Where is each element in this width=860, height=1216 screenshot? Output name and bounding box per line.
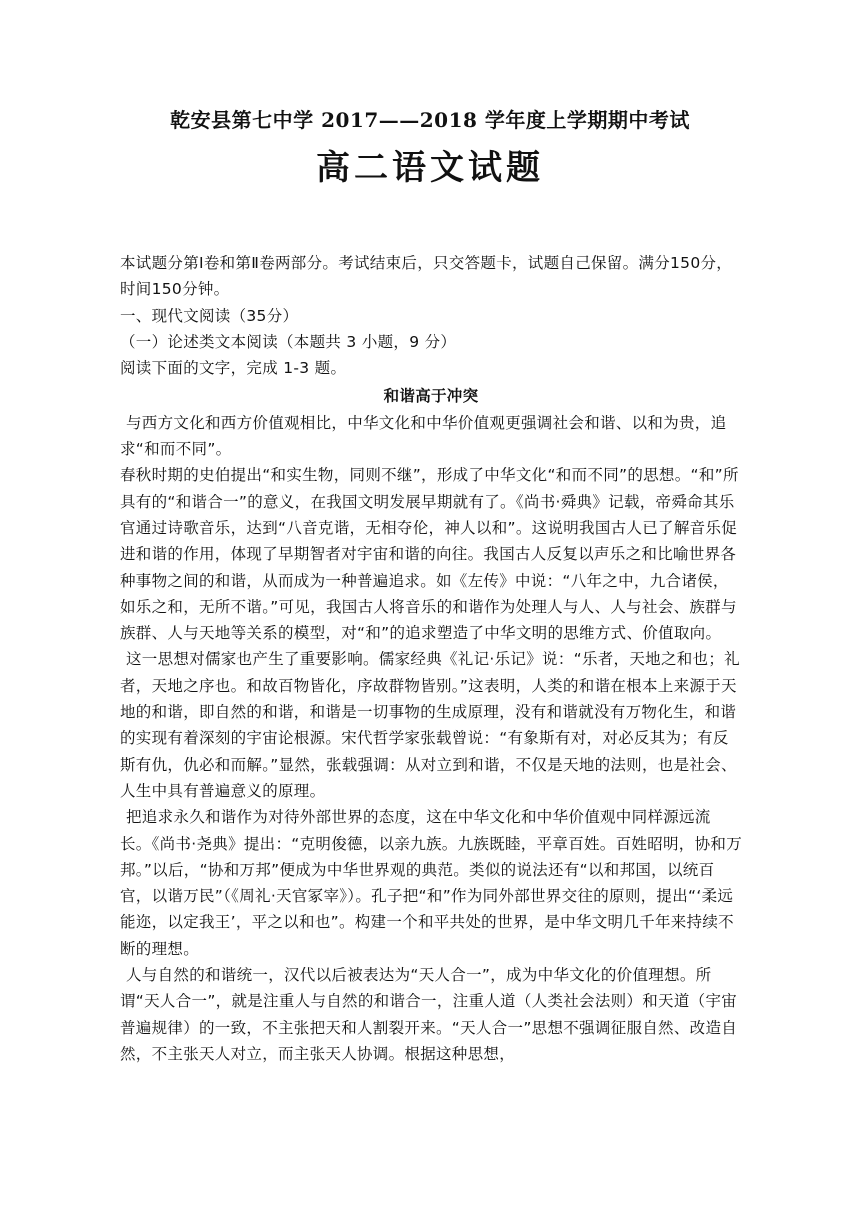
article-paragraph: 与西方文化和西方价值观相比，中华文化和中华价值观更强调社会和谐、以和为贵，追求“和而不同”。 bbox=[120, 413, 727, 459]
section-heading: 一、现代文阅读（35分） bbox=[120, 306, 299, 325]
exam-subject-title: 高二语文试题 bbox=[316, 148, 544, 188]
article-title: 和谐高于冲突 bbox=[383, 387, 479, 406]
article-paragraph: 这一思想对儒家也产生了重要影响。儒家经典《礼记·乐记》说：“乐者，天地之和也；礼者，天地之序也。和故百物皆化，序故群物皆别。”这表明，人类的和谐在根本上来源于天地的和谐，即自然的和谐，和谐是一切事物的生成原理，没有和谐就没有万物化生，和谐的实现有着深刻的宇宙论根源。宋代哲学家张载曾说：“有象斯有对，对必反其为；有反斯有仇，仇必和而解。”显然，张载强调：从对立到和谐，不仅是天地的法则，也是社会、人生中具有普遍意义的原理。 bbox=[120, 650, 740, 800]
article-paragraph: 春秋时期的史伯提出“和实生物，同则不继”，形成了中华文化“和而不同”的思想。“和”所具有的“和谐合一”的意义，在我国文明发展早期就有了。《尚书·舜典》记载，帝舜命其乐官通过诗歌音乐，达到“八音克谐，无相夺伦，神人以和”。这说明我国古人已了解音乐促进和谐的作用，体现了早期智者对宇宙和谐的向往。我国古人反复以声乐之和比喻世界各种事物之间的和谐，从而成为一种普遍追求。如《左传》中说：“八年之中，九合诸侯，如乐之和，无所不谐。”可见，我国古人将音乐的和谐作为处理人与人、人与社会、族群与族群、人与天地等关系的模型，对“和”的追求塑造了中华文明的思维方式、价值取向。 bbox=[120, 466, 739, 643]
instructions-text: 本试题分第Ⅰ卷和第Ⅱ卷两部分。考试结束后，只交答题卡，试题自己保留。满分150分，时间150分钟。 bbox=[120, 254, 733, 299]
subsection-heading: （一）论述类文本阅读（本题共 3 小题，9 分） bbox=[120, 332, 457, 351]
exam-content bbox=[120, 250, 742, 1067]
article-paragraph: 人与自然的和谐统一，汉代以后被表达为“天人合一”，成为中华文化的价值理想。所谓“天人合一”，就是注重人与自然的和谐合一，注重人道（人类社会法则）和天道（宇宙普遍规律）的一致，不主张把天和人割裂开来。“天人合一”思想不强调征服自然、改造自然，不主张天人对立，而主张天人协调。根据这种思想， bbox=[120, 966, 738, 1063]
article-paragraph: 把追求永久和谐作为对待外部世界的态度，这在中华文化和中华价值观中同样源远流长。《尚书·尧典》提出：“克明俊德，以亲九族。九族既睦，平章百姓。百姓昭明，协和万邦。”以后，“协和万邦”便成为中华世界观的典范。类似的说法还有“以和邦国，以统百官，以谐万民”（《周礼·天官冢宰》）。孔子把“和”作为同外部世界交往的原则，提出“‘柔远能迩，以定我王’，平之以和也”。构建一个和平共处的世界，是中华文明几千年来持续不断的理想。 bbox=[120, 808, 743, 958]
school-exam-title: 乾安县第七中学 2017——2018 学年度上学期期中考试 bbox=[170, 108, 690, 132]
reading-directive: 阅读下面的文字，完成 1-3 题。 bbox=[120, 359, 347, 378]
